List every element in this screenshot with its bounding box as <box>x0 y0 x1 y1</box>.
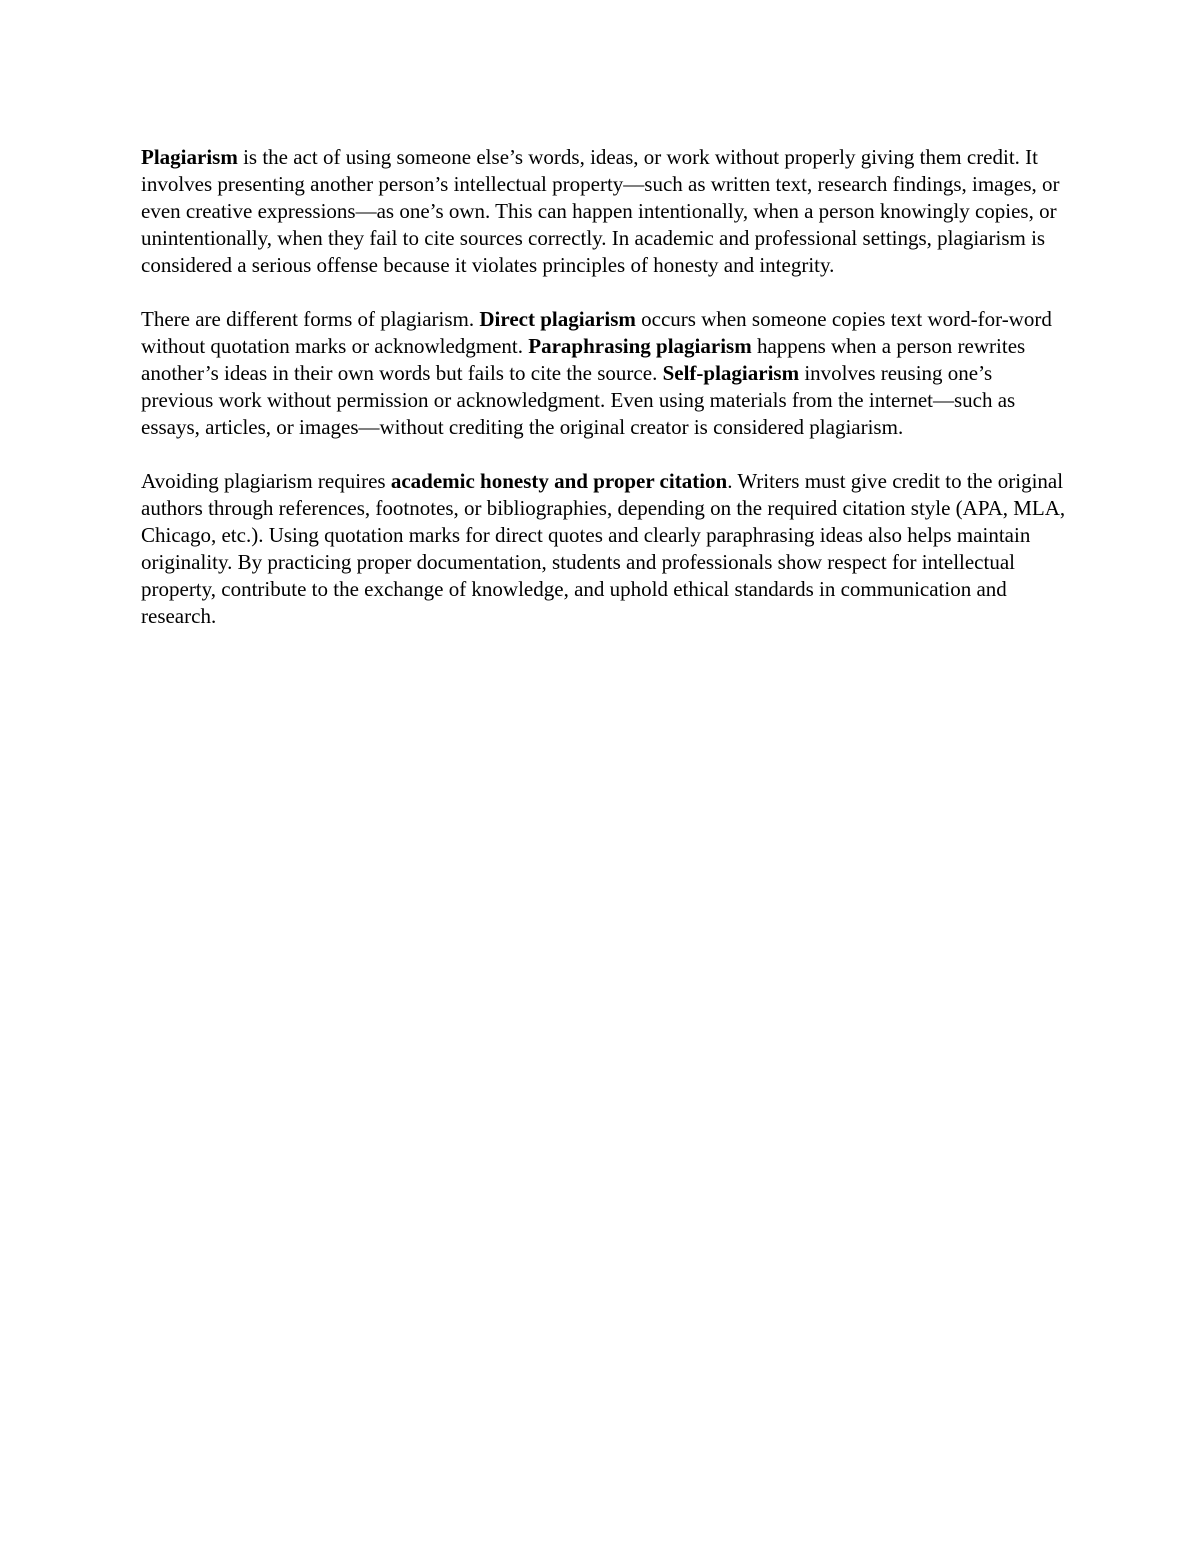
paragraph-text: . Writers must give credit to the original authors through references, footnotes, or bibliographies, depending on the required citation style (APA, MLA, Chicago, etc.). Using quotation marks for direct quotes and clearly paraphrasing ideas also helps maintain originality. By practicing proper documentation, students and professionals show respect for intellectual property, contribute to the exchange of knowledge, and uphold ethical standards in communication and research. <box>141 469 1066 628</box>
paragraph-text: involves reusing one’s previous work without permission or acknowledgment. Even using materials from the internet—such as essays, articles, or images—without crediting the original creator is considered plagiarism. <box>141 361 1016 439</box>
paragraph-avoiding <box>141 468 1066 630</box>
paragraph-text: There are different forms of plagiarism. <box>141 307 480 331</box>
paragraph-text: occurs when someone copies text word-for-word without quotation marks or acknowledgment. <box>141 307 1052 358</box>
paragraph-text: Avoiding plagiarism requires <box>141 469 391 493</box>
term-plagiarism: Plagiarism <box>141 145 238 169</box>
term-paraphrasing-plagiarism: Paraphrasing plagiarism <box>528 334 752 358</box>
term-direct-plagiarism: Direct plagiarism <box>479 307 636 331</box>
paragraph-forms <box>141 306 1066 441</box>
document-body <box>141 144 1066 630</box>
paragraph-definition <box>141 144 1066 279</box>
term-academic-honesty: academic honesty and proper citation <box>390 469 728 493</box>
paragraph-text: happens when a person rewrites another’s ideas in their own words but fails to cite the source. <box>141 334 1026 385</box>
paragraph-text: is the act of using someone else’s words, ideas, or work without properly giving them credit. It involves presenting another person’s intellectual property—such as written text, research findings, images, or even creative expressions—as one’s own. This can happen intentionally, when a person knowingly copies, or unintentionally, when they fail to cite sources correctly. In academic and professional settings, plagiarism is considered a serious offense because it violates principles of honesty and integrity. <box>141 145 1060 277</box>
term-self-plagiarism: Self-plagiarism <box>662 361 800 385</box>
